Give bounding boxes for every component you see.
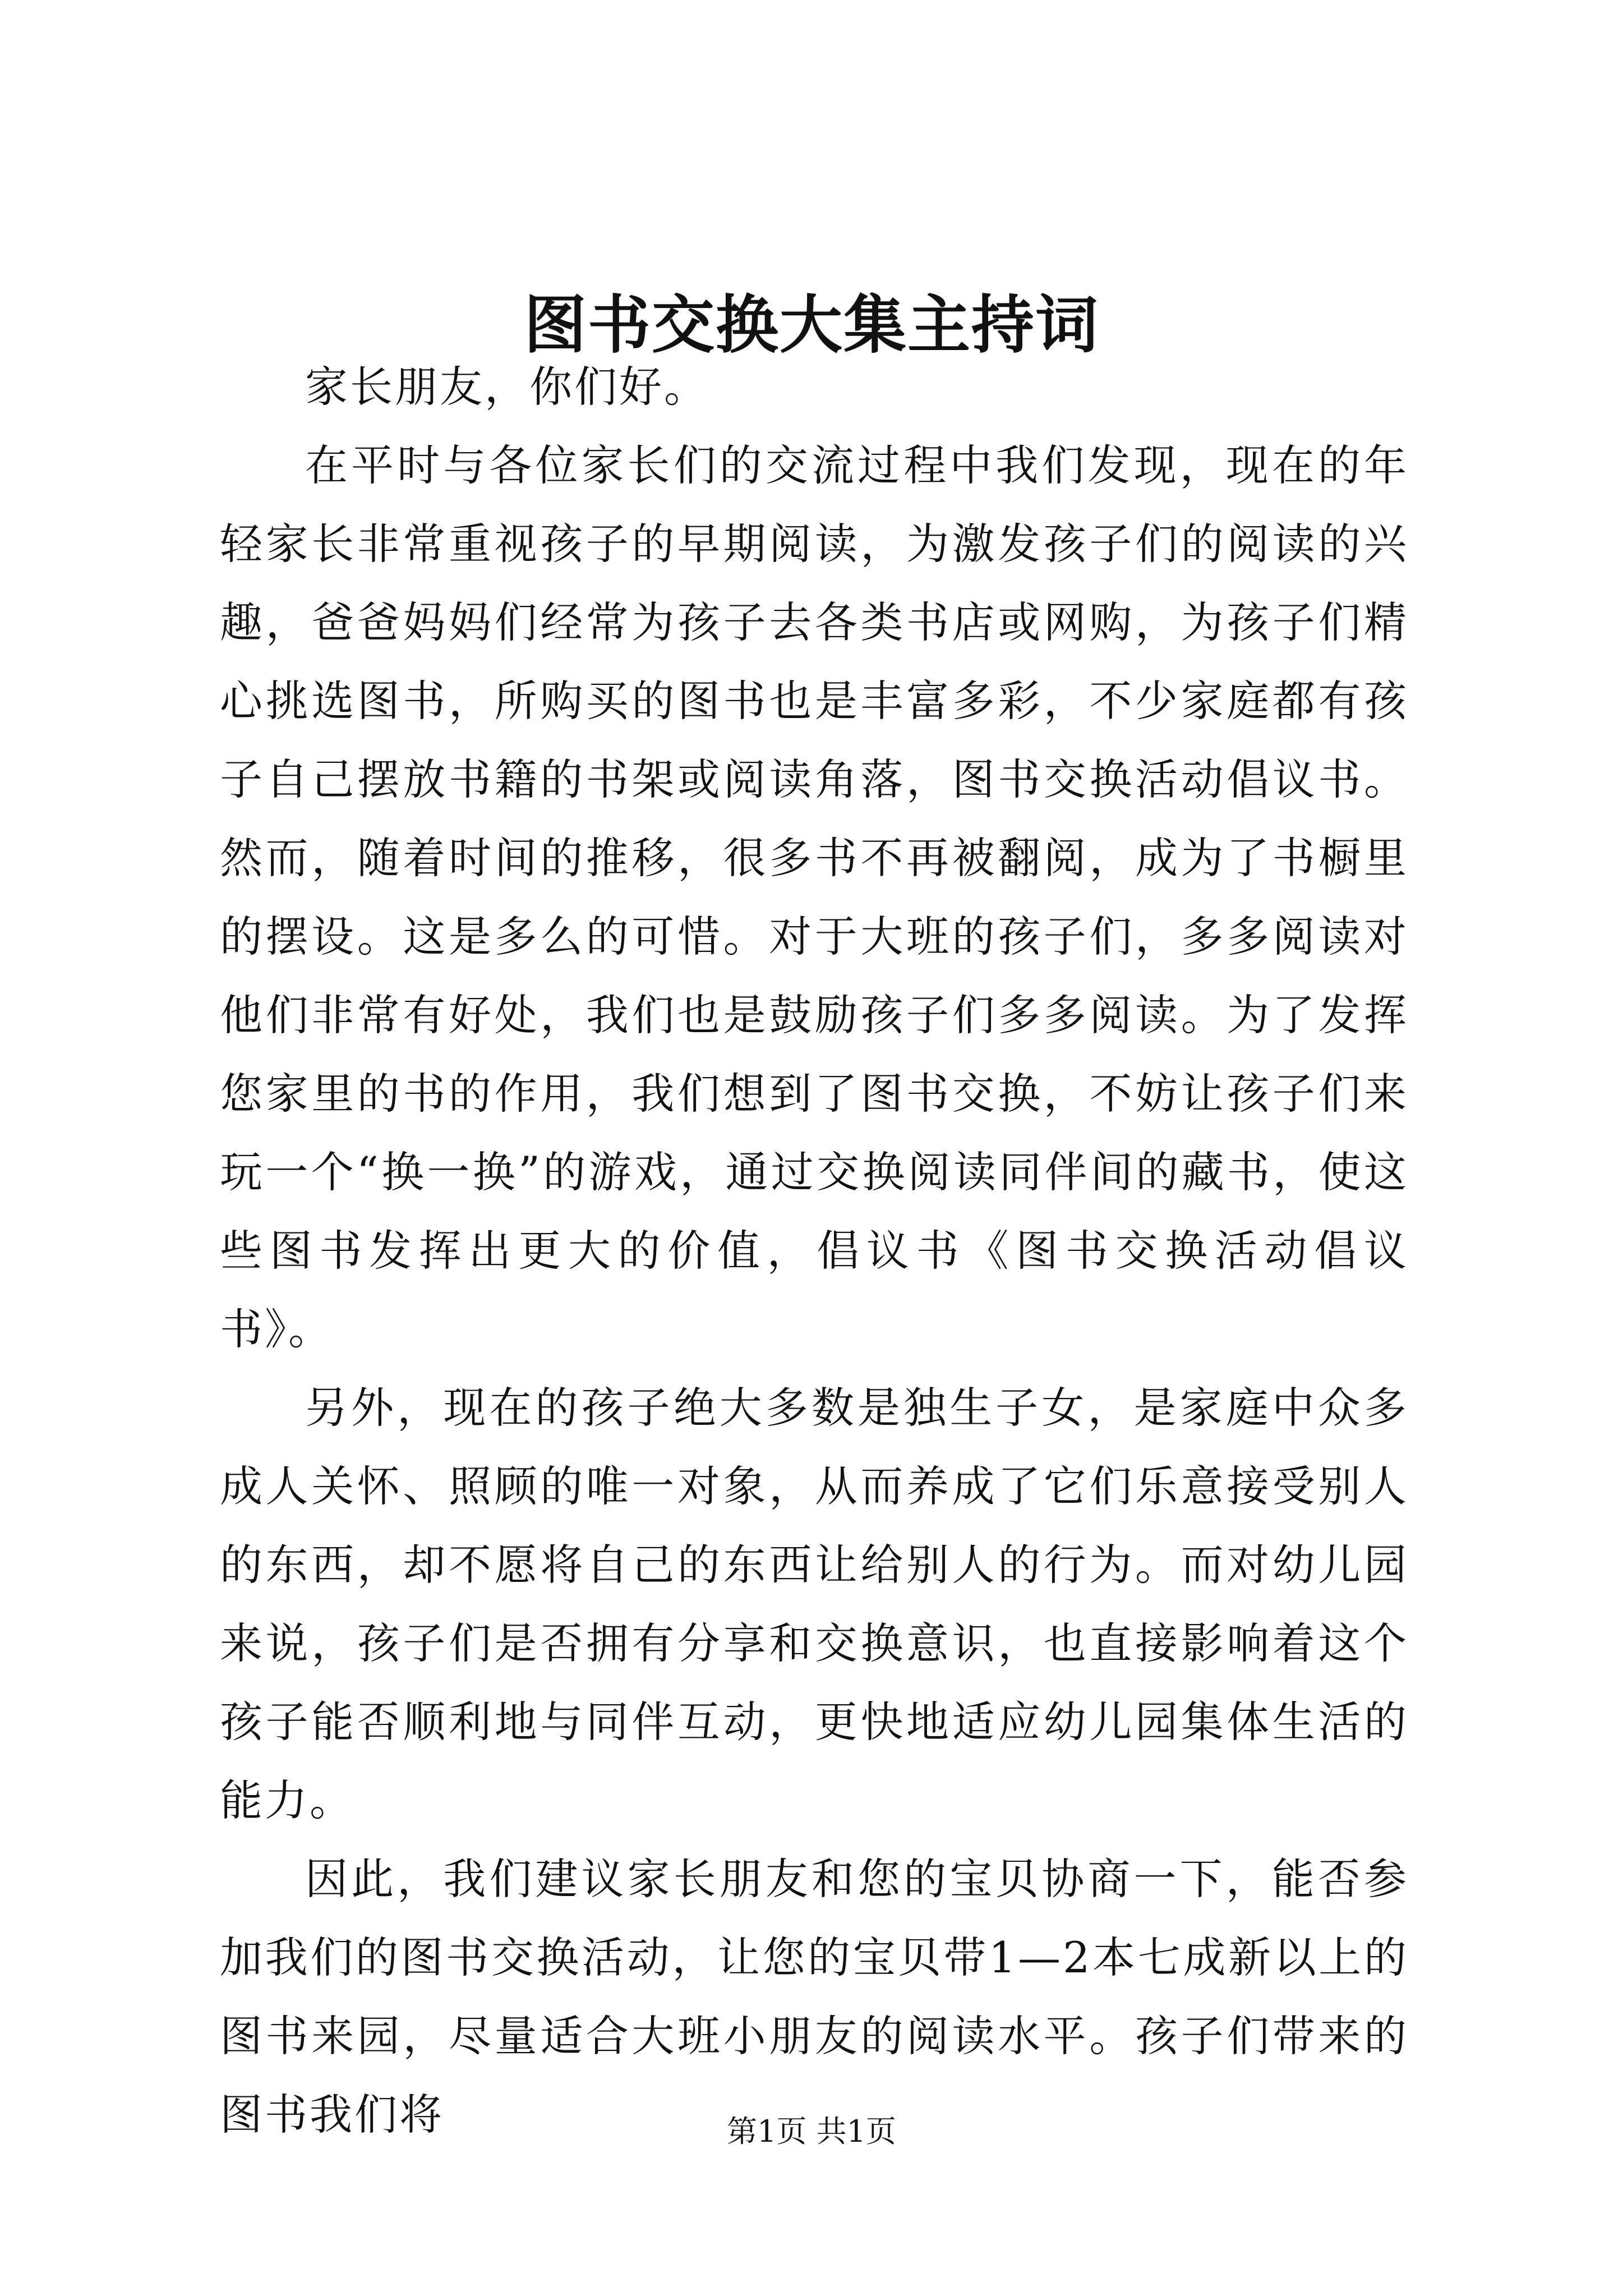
document-title: 图书交换大集主持词 (524, 288, 1099, 362)
page-footer: 第1页 共1页 (727, 2114, 896, 2149)
document-body (220, 348, 1409, 2154)
paragraph-background: 在平时与各位家长们的交流过程中我们发现，现在的年轻家长非常重视孩子的早期阅读，为激发孩子们的阅读的兴趣，爸爸妈妈们经常为孩子去各类书店或网购，为孩子们精心挑选图书，所购买的图书也是丰富多彩，不少家庭都有孩子自己摆放书籍的书架或阅读角落，图书交换活动倡议书。然而，随着时间的推移，很多书不再被翻阅，成为了书橱里的摆设。这是多么的可惜。对于大班的孩子们，多多阅读对他们非常有好处，我们也是鼓励孩子们多多阅读。为了发挥您家里的书的作用，我们想到了图书交换，不妨让孩子们来玩一个“换一换”的游戏，通过交换阅读同伴间的藏书，使这些图书发挥出更大的价值，倡议书《图书交换活动倡议书》。 (220, 440, 1409, 1354)
paragraph-reason: 另外，现在的孩子绝大多数是独生子女，是家庭中众多成人关怀、照顾的唯一对象，从而养成了它们乐意接受别人的东西，却不愿将自己的东西让给别人的行为。而对幼儿园来说，孩子们是否拥有分享和交换意识，也直接影响着这个孩子能否顺利地与同伴互动，更快地适应幼儿园集体生活的能力。 (220, 1383, 1409, 1825)
paragraph-proposal: 因此，我们建议家长朋友和您的宝贝协商一下，能否参加我们的图书交换活动，让您的宝贝带1—2本七成新以上的图书来园，尽量适合大班小朋友的阅读水平。孩子们带来的图书我们将 (220, 1854, 1409, 2139)
paragraph-greeting: 家长朋友，你们好。 (305, 362, 709, 412)
